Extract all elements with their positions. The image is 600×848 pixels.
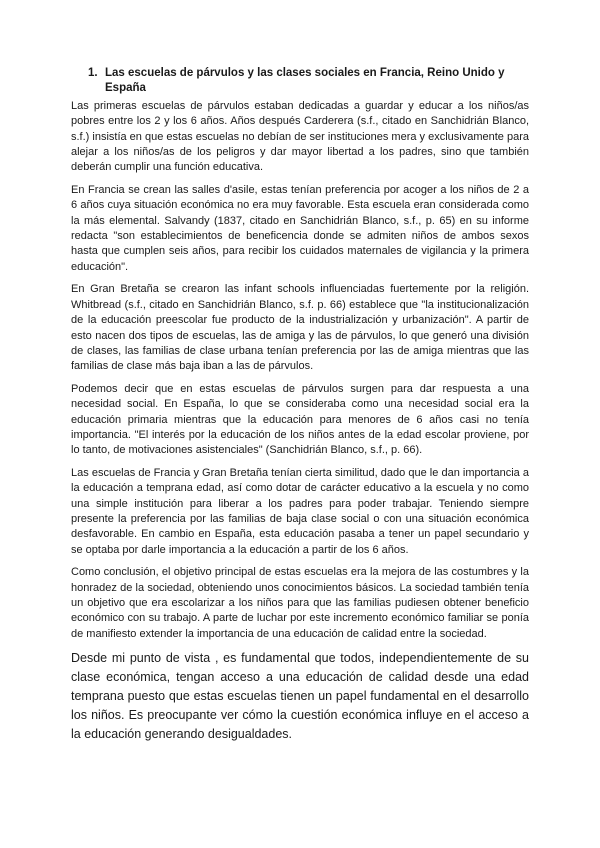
paragraph-gran-bretana: En Gran Bretaña se crearon las infant schools influenciadas fuertemente por la religión. Whitbread (s.f., citado en Sanchidrián Blanco, s.f. p. 66) establece que "la institucionalización de la educación preescolar fue producto de la industrialización y urbanización". A partir de esto nacen dos tipos de escuelas, las de amiga y las de párvulos, lo que generó una división de clases, las familias de clase urbana tenían preferencia por las de amiga mientras que las familias de clase más baja iban a las de párvulos. bbox=[71, 283, 529, 373]
heading-number: 1. bbox=[88, 67, 98, 79]
paragraph-opinion-personal: Desde mi punto de vista , es fundamental que todos, independientemente de su clase económica, tengan acceso a una educación de calidad desde una edad temprana puesto que estas escuelas tienen un papel fundamental en el desarrollo los niños. Es preocupante ver cómo la cuestión económica influye en el acceso a la educación generando desigualdades. bbox=[71, 651, 529, 742]
heading-text bbox=[105, 66, 505, 97]
paragraph-espana-necesidad-social: Podemos decir que en estas escuelas de párvulos surgen para dar respuesta a una necesidad social. En España, lo que se consideraba como una necesidad social era la educación primaria mientras que la educación para menores de 6 años casi no tenía importancia. "El interés por la educación de los niños antes de la edad escolar proviene, por lo tanto, de motivaciones asistenciales" (Sanchidrián Blanco, s.f., p. 66). bbox=[71, 382, 529, 457]
paragraph-comparacion: Las escuelas de Francia y Gran Bretaña tenían cierta similitud, dado que le dan importancia a la educación a temprana edad, así como dotar de carácter educativo a la escuela y no como una simple institución para liberar a los padres para poder trabajar. Teniendo siempre presente la preferencia por las familias de baja clase social o con una situación económica desfavorable. En cambio en España, esta educación pasaba a tener un papel secundario y se optaba por darle importancia a la educación a partir de los 6 años. bbox=[71, 466, 529, 556]
heading-line-2: España bbox=[105, 82, 146, 95]
paragraph-conclusion: Como conclusión, el objetivo principal de estas escuelas era la mejora de las costumbres y la honradez de la sociedad, obteniendo unos conocimientos básicos. La sociedad también tenía un objetivo que era escolarizar a los niños para que las familias pudiesen obtener beneficio económico con su trabajo. A parte de luchar por este incremento económico familiar se ponía de manifiesto extender la importancia de una educación de calidad entre la sociedad. bbox=[71, 566, 529, 640]
paragraph-francia: En Francia se crean las salles d'asile, estas tenían preferencia por acoger a los niños de 2 a 6 años cuya situación económica no era muy favorable. Esta escuela eran considerada como la más elemental. Salvandy (1837, citado en Sanchidrián Blanco, s.f., p. 65) en su informe redacta "son establecimientos de beneficencia donde se admiten niños de ambos sexos hasta que cumplen seis años, para recibir los cuidados maternales de vigilancia y la primera educación". bbox=[71, 183, 529, 273]
paragraph-primeras-escuelas: Las primeras escuelas de párvulos estaban dedicadas a guardar y educar a los niños/as pobres entre los 2 y los 6 años. Años después Carderera (s.f., citado en Sanchidrián Blanco, s.f.) insistía en que estas escuelas no debían de ser instituciones mera y exclusivamente para alejar a los niños/as de los peligros y dar mayor libertad a los padres, sino que también deberán cumplir una función educativa. bbox=[71, 99, 529, 174]
section-heading bbox=[88, 66, 529, 97]
heading-line-1: Las escuelas de párvulos y las clases sociales en Francia, Reino Unido y bbox=[105, 67, 505, 79]
